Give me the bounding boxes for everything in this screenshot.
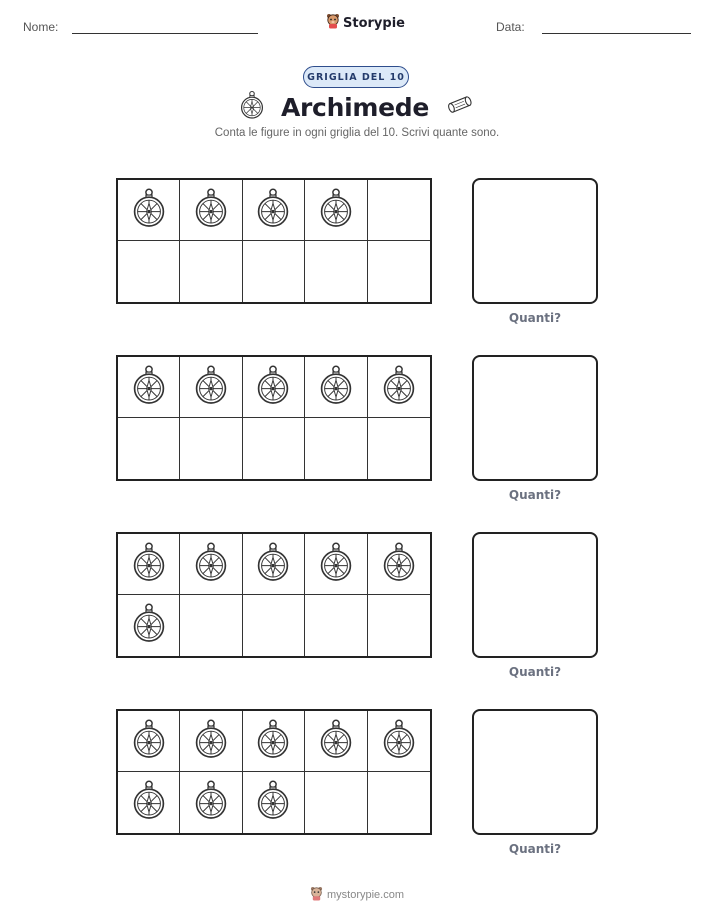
frame-cell	[305, 595, 367, 656]
scroll-icon	[445, 94, 475, 121]
answer-label: Quanti?	[508, 665, 562, 679]
compass-icon	[193, 718, 229, 765]
frame-cell	[118, 711, 180, 772]
ten-frame	[116, 532, 432, 658]
frame-cell	[243, 534, 305, 595]
answer-box[interactable]	[472, 355, 598, 481]
instructions: Conta le figure in ogni griglia del 10. Scrivi quante sono.	[214, 127, 500, 139]
frame-cell	[243, 595, 305, 656]
compass-icon	[318, 718, 354, 765]
frame-cell	[243, 772, 305, 833]
frame-cell	[305, 534, 367, 595]
compass-icon	[193, 187, 229, 234]
ten-frame	[116, 355, 432, 481]
frame-cell	[243, 418, 305, 479]
compass-icon	[131, 364, 167, 411]
storypie-mascot-icon	[310, 886, 323, 904]
frame-cell	[180, 711, 242, 772]
storypie-mascot-icon	[326, 13, 340, 34]
frame-cell	[368, 241, 430, 302]
frame-cell	[243, 357, 305, 418]
frame-cell	[305, 241, 367, 302]
frame-cell	[368, 180, 430, 241]
answer-box[interactable]	[472, 178, 598, 304]
frame-cell	[180, 418, 242, 479]
worksheet-badge: GRIGLIA DEL 10	[303, 66, 409, 88]
compass-icon	[318, 364, 354, 411]
compass-icon	[131, 187, 167, 234]
frame-cell	[118, 180, 180, 241]
page-title: Archimede	[280, 93, 430, 122]
frame-cell	[118, 534, 180, 595]
ten-frame	[116, 178, 432, 304]
frame-cell	[368, 711, 430, 772]
answer-label: Quanti?	[508, 311, 562, 325]
frame-cell	[305, 772, 367, 833]
answer-box[interactable]	[472, 532, 598, 658]
compass-icon	[131, 779, 167, 826]
compass-icon	[131, 718, 167, 765]
frame-cell	[305, 418, 367, 479]
frame-cell	[243, 241, 305, 302]
frame-cell	[368, 357, 430, 418]
compass-icon	[239, 90, 265, 125]
frame-cell	[368, 418, 430, 479]
compass-icon	[193, 541, 229, 588]
answer-box[interactable]	[472, 709, 598, 835]
compass-icon	[255, 187, 291, 234]
frame-cell	[305, 711, 367, 772]
compass-icon	[381, 718, 417, 765]
compass-icon	[318, 541, 354, 588]
compass-icon	[255, 718, 291, 765]
frame-cell	[118, 357, 180, 418]
frame-cell	[243, 711, 305, 772]
compass-icon	[255, 364, 291, 411]
frame-cell	[118, 772, 180, 833]
footer	[0, 886, 714, 904]
compass-icon	[255, 541, 291, 588]
compass-icon	[255, 779, 291, 826]
compass-icon	[131, 602, 167, 649]
compass-icon	[318, 187, 354, 234]
brand-name: Storypie	[343, 16, 405, 31]
frame-cell	[180, 241, 242, 302]
frame-cell	[118, 241, 180, 302]
frame-cell	[180, 357, 242, 418]
frame-cell	[368, 534, 430, 595]
ten-frame	[116, 709, 432, 835]
footer-url[interactable]: mystorypie.com	[326, 889, 405, 901]
frame-cell	[305, 357, 367, 418]
name-field[interactable]	[72, 33, 258, 34]
compass-icon	[381, 541, 417, 588]
date-label: Data:	[496, 20, 525, 34]
frame-cell	[180, 534, 242, 595]
title-row	[0, 90, 714, 125]
frame-cell	[180, 595, 242, 656]
answer-label: Quanti?	[508, 842, 562, 856]
compass-icon	[193, 779, 229, 826]
frame-cell	[368, 772, 430, 833]
frame-cell	[180, 772, 242, 833]
frame-cell	[243, 180, 305, 241]
frame-cell	[368, 595, 430, 656]
brand-logo	[326, 13, 405, 34]
frame-cell	[305, 180, 367, 241]
compass-icon	[131, 541, 167, 588]
frame-cell	[118, 418, 180, 479]
frame-cell	[118, 595, 180, 656]
answer-label: Quanti?	[508, 488, 562, 502]
compass-icon	[193, 364, 229, 411]
name-label: Nome:	[23, 20, 59, 34]
date-field[interactable]	[542, 33, 691, 34]
compass-icon	[381, 364, 417, 411]
frame-cell	[180, 180, 242, 241]
